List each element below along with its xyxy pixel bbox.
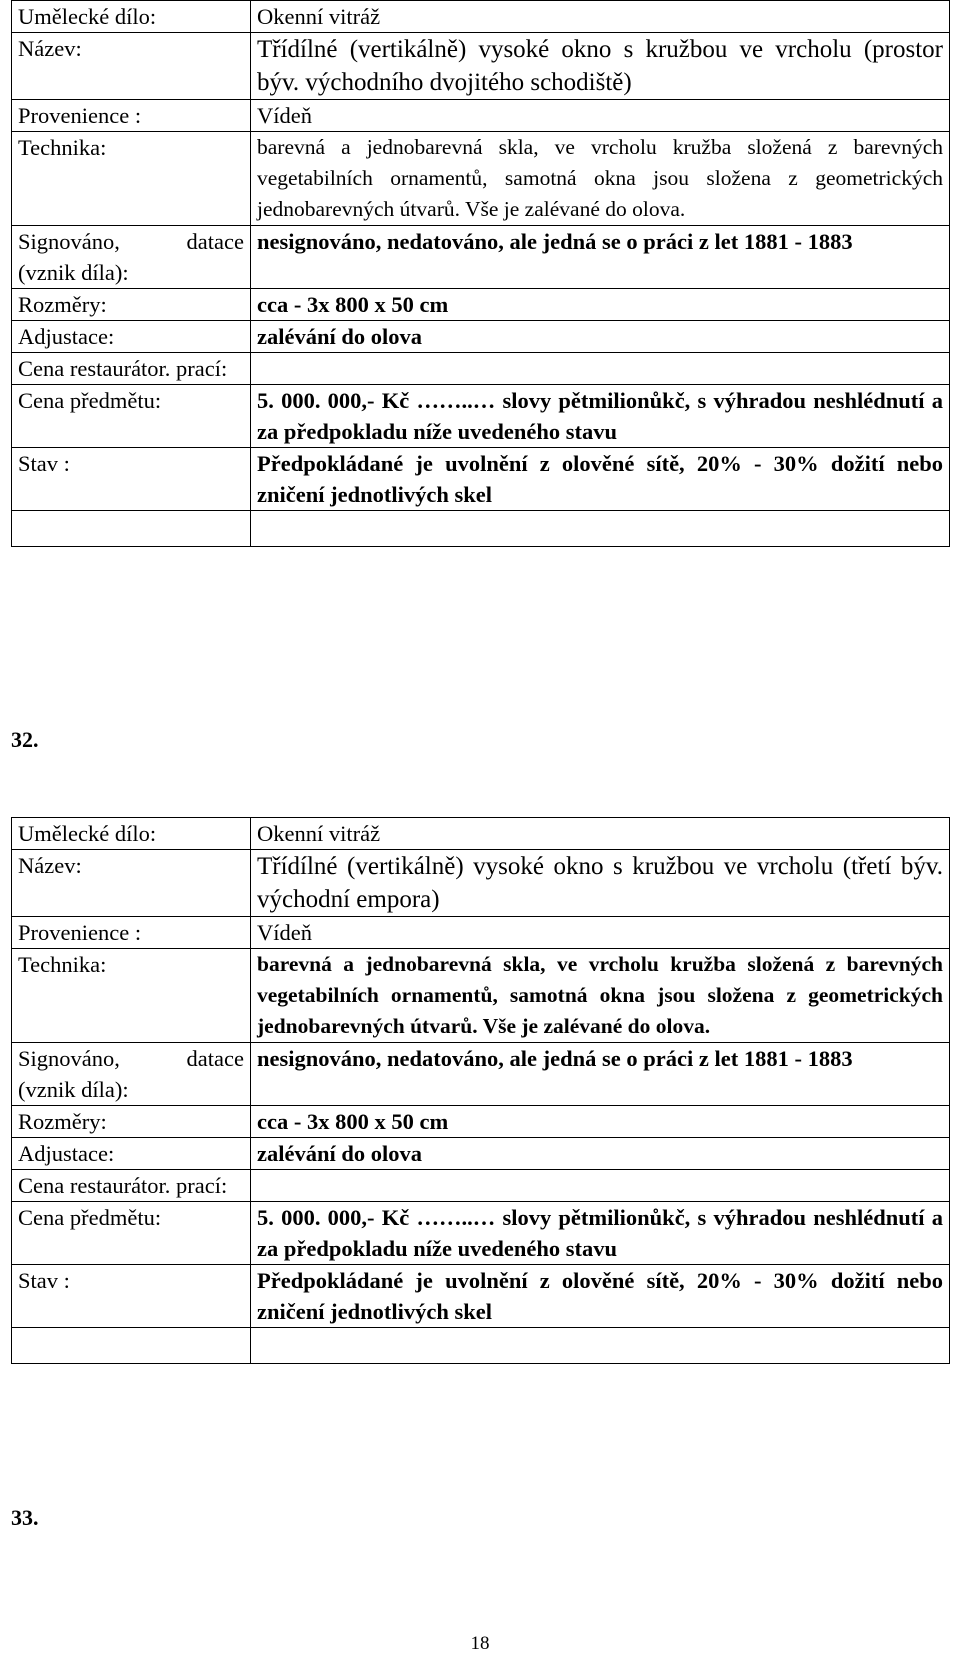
row-name [12, 33, 950, 100]
value-framing: zalévání do olova [251, 1138, 950, 1170]
spacer-cell [12, 1328, 251, 1364]
label-technique: Technika: [12, 949, 251, 1043]
row-object-price [12, 1202, 950, 1265]
label-artwork: Umělecké dílo: [12, 818, 251, 850]
row-signed [12, 226, 950, 289]
label-restoration-price: Cena restaurátor. prací: [12, 353, 251, 385]
value-provenance: Vídeň [251, 917, 950, 949]
value-name: Třídílné (vertikálně) vysoké okno s kružbou ve vrcholu (prostor býv. východního dvojitého schodiště) [251, 33, 950, 100]
value-condition: Předpokládané je uvolnění z olověné sítě, 20% - 30% dožití nebo zničení jednotlivých skel [251, 1265, 950, 1328]
value-artwork: Okenní vitráž [251, 1, 950, 33]
label-restoration-price: Cena restaurátor. prací: [12, 1170, 251, 1202]
row-object-price [12, 385, 950, 448]
label-dimensions: Rozměry: [12, 289, 251, 321]
value-object-price: 5. 000. 000,- Kč ……..… slovy pětmilionůkč, s výhradou neshlédnutí a za předpokladu níže uvedeného stavu [251, 1202, 950, 1265]
item-number: 33. [11, 1505, 39, 1530]
value-name: Třídílné (vertikálně) vysoké okno s kružbou ve vrcholu (třetí býv. východní empora) [251, 850, 950, 917]
row-spacer [12, 1328, 950, 1364]
row-condition [12, 1265, 950, 1328]
label-framing: Adjustace: [12, 1138, 251, 1170]
row-dimensions [12, 1106, 950, 1138]
label-artwork: Umělecké dílo: [12, 1, 251, 33]
row-signed [12, 1043, 950, 1106]
spacer-cell [251, 511, 950, 547]
row-spacer [12, 511, 950, 547]
label-object-price: Cena předmětu: [12, 1202, 251, 1265]
label-technique: Technika: [12, 132, 251, 226]
value-technique: barevná a jednobarevná skla, ve vrcholu kružba složená z barevných vegetabilních ornamentů, samotná okna jsou složena z geometrických jednobarevných útvarů. Vše je zalévané do olova. [251, 132, 950, 226]
record-card [11, 0, 950, 547]
value-restoration-price [251, 353, 950, 385]
value-dimensions: cca - 3x 800 x 50 cm [251, 1106, 950, 1138]
row-framing [12, 321, 950, 353]
row-restoration-price [12, 353, 950, 385]
value-restoration-price [251, 1170, 950, 1202]
label-provenance: Provenience : [12, 100, 251, 132]
value-artwork: Okenní vitráž [251, 818, 950, 850]
label-name: Název: [12, 33, 251, 100]
label-signed: Signováno, datace (vznik díla): [12, 226, 251, 289]
item-number: 32. [11, 727, 39, 752]
value-technique: barevná a jednobarevná skla, ve vrcholu kružba složená z barevných vegetabilních ornamentů, samotná okna jsou složena z geometrických jednobarevných útvarů. Vše je zalévané do olova. [251, 949, 950, 1043]
value-dimensions: cca - 3x 800 x 50 cm [251, 289, 950, 321]
label-dimensions: Rozměry: [12, 1106, 251, 1138]
row-provenance [12, 100, 950, 132]
spacer-cell [12, 511, 251, 547]
row-artwork [12, 818, 950, 850]
label-condition: Stav : [12, 1265, 251, 1328]
label-condition: Stav : [12, 448, 251, 511]
row-technique [12, 949, 950, 1043]
value-signed: nesignováno, nedatováno, ale jedná se o práci z let 1881 - 1883 [251, 1043, 950, 1106]
value-condition: Předpokládané je uvolnění z olověné sítě, 20% - 30% dožití nebo zničení jednotlivých skel [251, 448, 950, 511]
row-provenance [12, 917, 950, 949]
label-object-price: Cena předmětu: [12, 385, 251, 448]
record-card [11, 817, 950, 1364]
label-provenance: Provenience : [12, 917, 251, 949]
row-framing [12, 1138, 950, 1170]
page-number: 18 [470, 1633, 490, 1654]
spacer-cell [251, 1328, 950, 1364]
row-artwork [12, 1, 950, 33]
label-name: Název: [12, 850, 251, 917]
value-framing: zalévání do olova [251, 321, 950, 353]
row-technique [12, 132, 950, 226]
row-name [12, 850, 950, 917]
label-framing: Adjustace: [12, 321, 251, 353]
value-object-price: 5. 000. 000,- Kč ……..… slovy pětmilionůkč, s výhradou neshlédnutí a za předpokladu níže uvedeného stavu [251, 385, 950, 448]
value-signed: nesignováno, nedatováno, ale jedná se o práci z let 1881 - 1883 [251, 226, 950, 289]
row-condition [12, 448, 950, 511]
row-restoration-price [12, 1170, 950, 1202]
value-provenance: Vídeň [251, 100, 950, 132]
label-signed: Signováno, datace (vznik díla): [12, 1043, 251, 1106]
row-dimensions [12, 289, 950, 321]
